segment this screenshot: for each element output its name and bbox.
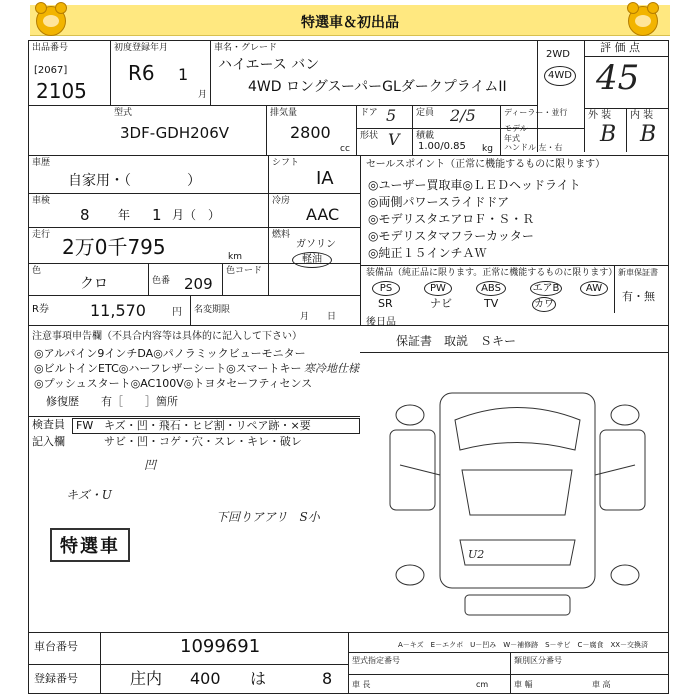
ext-label: 外 装 bbox=[588, 110, 612, 121]
height-label: 車 高 bbox=[592, 680, 611, 689]
plate-label: 登録番号 bbox=[34, 672, 78, 685]
handnote-left: キズ・U bbox=[66, 488, 112, 502]
shift-label: シフト bbox=[272, 158, 300, 168]
car-name: ハイエース バン bbox=[218, 57, 320, 73]
sales-point: ◎ユーザー買取車◎ＬＥＤヘッドライト bbox=[368, 178, 581, 192]
recycle-value: 11,570 bbox=[90, 301, 146, 320]
checker-label: 検査員 bbox=[32, 418, 65, 431]
plate-kana: は bbox=[250, 669, 267, 688]
loadcap-label: 積載 bbox=[416, 131, 435, 141]
plate-class: 400 bbox=[190, 669, 221, 688]
loadcap-unit: kg bbox=[482, 144, 493, 154]
equip-aw-circled: AW bbox=[580, 281, 608, 296]
handnote-u2: U2 bbox=[468, 548, 485, 561]
handnote-right: 下回りアアリ S小 bbox=[216, 510, 320, 524]
model-label: 型式 bbox=[114, 108, 133, 118]
history-value: 自家用・（ ） bbox=[68, 173, 201, 189]
special-stamp: 特選車 bbox=[50, 528, 130, 562]
modelyear-label: モデル年式 bbox=[504, 124, 528, 143]
model-value: 3DF-GDH206V bbox=[120, 124, 230, 142]
sales-point: ◎モデリスタエアロＦ・Ｓ・Ｒ bbox=[368, 212, 535, 226]
checker-items: キズ・凹・飛石・ヒビ割・リペア跡・×要 bbox=[104, 419, 311, 432]
fuel-diesel-circled: 軽油 bbox=[292, 252, 332, 268]
note-handwritten: 寒冷地仕様 bbox=[304, 362, 359, 375]
wheel-rl bbox=[396, 565, 424, 585]
equip-leather-circled: カワ bbox=[534, 299, 554, 310]
chassis-label: 車台番号 bbox=[34, 640, 78, 653]
shape-value: V bbox=[388, 130, 400, 149]
doors-value: 5 bbox=[386, 106, 397, 125]
wheel-fl bbox=[396, 405, 424, 425]
handnote-dent: 凹 bbox=[144, 458, 157, 472]
mileage-unit: km bbox=[228, 252, 242, 262]
sales-point: ◎両側パワースライドドア bbox=[368, 195, 510, 209]
colorcode-label: 色コード bbox=[226, 266, 263, 276]
inspection-month-unit: 月（ ） bbox=[172, 208, 221, 222]
mileage-value: 2万0千795 bbox=[62, 235, 166, 259]
newcar-value: 有・無 bbox=[622, 290, 655, 303]
int-grade: B bbox=[640, 122, 657, 147]
width-label: 車 幅 bbox=[514, 680, 533, 689]
inspection-year-unit: 年 bbox=[118, 208, 131, 222]
fuel-label: 燃料 bbox=[272, 230, 291, 240]
car-grade: 4WD ロングスーパーGLダークプライムII bbox=[248, 79, 507, 95]
capacity-label: 定員 bbox=[416, 108, 435, 118]
drive-2wd: 2WD bbox=[546, 49, 570, 60]
disp-label: 排気量 bbox=[270, 108, 298, 118]
name-label: 車名・グレード bbox=[214, 43, 278, 53]
disp-value: 2800 bbox=[290, 123, 331, 142]
recycle-unit: 円 bbox=[172, 307, 182, 318]
equip-navi: ナビ bbox=[430, 297, 452, 310]
inspection-label: 車検 bbox=[32, 196, 51, 206]
capacity-value: 2/5 bbox=[450, 106, 476, 125]
fuel-gasoline: ガソリン bbox=[296, 239, 336, 250]
length-unit: cm bbox=[476, 680, 489, 689]
length-label: 車 長 bbox=[352, 680, 371, 689]
newcar-label: 新車保証書 bbox=[618, 268, 658, 277]
sales-label: セールスポイント（正常に機能するものに限ります） bbox=[366, 159, 606, 170]
reg-month: 1 bbox=[178, 65, 189, 84]
checker-sub: FW bbox=[76, 419, 94, 432]
notes-label: 注意事項申告欄（不具合内容等は具体的に記入して下さい） bbox=[32, 331, 302, 342]
lot-label: 出品番号 bbox=[32, 43, 69, 53]
roof-outline bbox=[462, 470, 572, 515]
windshield-outline bbox=[455, 408, 580, 451]
lot-number: 2105 bbox=[36, 79, 87, 103]
color-code-label: 色番 bbox=[152, 276, 171, 286]
mileage-label: 走行 bbox=[32, 230, 51, 240]
bear-mascot-icon bbox=[628, 6, 658, 36]
sales-point: ◎モデリスタマフラーカッター bbox=[368, 229, 534, 243]
equip-abs-circled: ABS bbox=[476, 281, 506, 296]
plate-area: 庄内 bbox=[130, 669, 163, 688]
inspection-month: 1 bbox=[152, 206, 162, 224]
wheel-rr bbox=[611, 565, 639, 585]
loadcap-value: 1.00/0.85 bbox=[418, 141, 466, 152]
legend-text: A－キズ E－エクボ U－凹み W－補修跡 S－サビ C－腐食 XX－交換済 bbox=[398, 641, 649, 649]
right-side-outline bbox=[600, 430, 645, 510]
after-value: 保証書 取説 Ｓキー bbox=[396, 334, 517, 348]
lot-sub: [2067] bbox=[34, 65, 68, 76]
equip-tv: TV bbox=[484, 297, 499, 310]
rating-score: 45 bbox=[596, 58, 640, 98]
equip-sr: SR bbox=[378, 297, 393, 310]
banner-title: 特選車＆初出品 bbox=[301, 15, 399, 31]
rear-bumper-outline bbox=[465, 595, 570, 615]
ac-value: AAC bbox=[306, 205, 340, 224]
disp-unit: cc bbox=[340, 144, 350, 154]
reg-month-unit: 月 bbox=[198, 90, 208, 100]
note-line: ◎ビルトインETC◎ハーフレザーシート◎スマートキー bbox=[34, 362, 302, 375]
transfer-label: 名変期限 bbox=[194, 305, 231, 315]
entry-label: 記入欄 bbox=[32, 435, 65, 448]
reg-label: 初度登録年月 bbox=[114, 43, 169, 53]
shift-value: IA bbox=[316, 168, 334, 189]
recycle-label: R券 bbox=[32, 304, 49, 315]
rating-label: 評 価 点 bbox=[600, 41, 640, 54]
cat-label: 類別区分番号 bbox=[514, 656, 562, 665]
sales-point: ◎純正１５インチＡＷ bbox=[368, 246, 487, 260]
int-label: 内 装 bbox=[630, 110, 654, 121]
color-code: 209 bbox=[184, 275, 213, 293]
equip-ps-circled: PS bbox=[372, 281, 400, 296]
plate-num: 8 bbox=[322, 669, 333, 688]
header-banner bbox=[30, 5, 670, 36]
chassis-value: 1099691 bbox=[180, 636, 261, 657]
type-label: 型式指定番号 bbox=[352, 656, 400, 665]
note-line: ◎プッシュスタート◎AC100V◎トヨタセーフティセンス bbox=[34, 377, 313, 390]
color-value: クロ bbox=[80, 276, 108, 292]
bear-mascot-icon bbox=[36, 6, 66, 36]
dealer-label: ディーラー・並行 bbox=[504, 108, 568, 117]
history-label: 車歴 bbox=[32, 158, 51, 168]
color-label: 色 bbox=[32, 266, 42, 276]
car-damage-diagram bbox=[380, 375, 660, 620]
inspection-year: 8 bbox=[80, 206, 90, 224]
reg-era: R6 bbox=[128, 61, 155, 85]
drive-4wd-circled: 4WD bbox=[544, 66, 576, 86]
left-side-outline bbox=[390, 430, 435, 510]
transfer-unit: 月 日 bbox=[300, 312, 337, 322]
equip-airbag-circled: エアB bbox=[530, 281, 562, 296]
ac-label: 冷房 bbox=[272, 196, 291, 206]
note-line: ◎アルパイン9インチDA◎パノラミックビューモニター bbox=[34, 347, 306, 360]
wheel-fr bbox=[611, 405, 639, 425]
ext-grade: B bbox=[600, 122, 617, 147]
equip-label: 装備品（純正品に限ります。正常に機能するものに限ります） bbox=[366, 268, 618, 278]
after-label: 後日品 bbox=[366, 317, 396, 328]
handle-label: ハンドル 左・右 bbox=[504, 143, 563, 152]
repair-history: 修復歴 有［ ］箇所 bbox=[46, 395, 178, 408]
entry-items: サビ・凹・コゲ・穴・スレ・キレ・破レ bbox=[104, 435, 302, 448]
shape-label: 形状 bbox=[360, 131, 379, 141]
equip-pw-circled: PW bbox=[424, 281, 452, 296]
doors-label: ドア bbox=[360, 108, 378, 118]
